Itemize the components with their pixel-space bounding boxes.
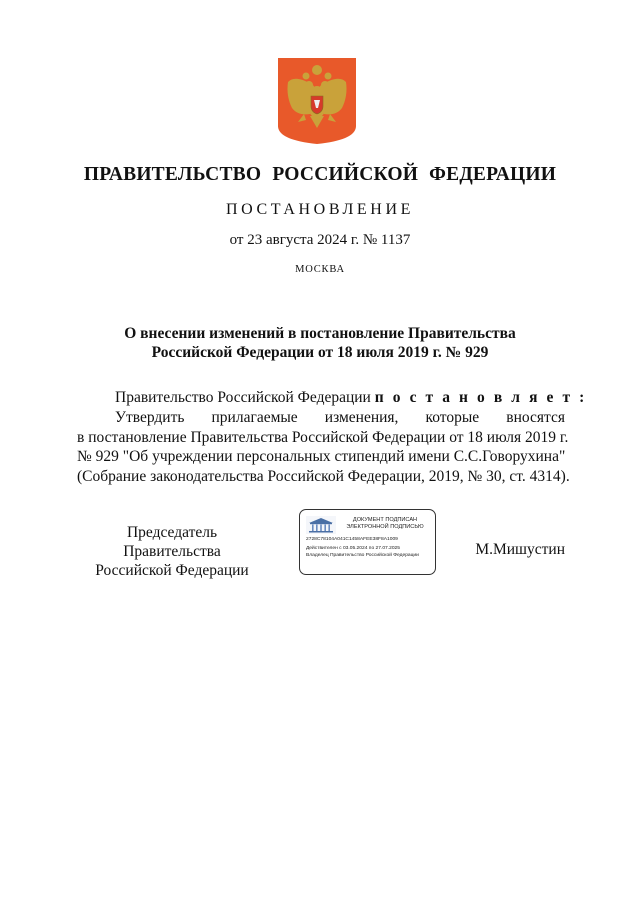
signer-name: М.Мишустин (475, 541, 565, 558)
document-date-number: от 23 августа 2024 г. № 1137 (229, 232, 411, 248)
decree-paragraph (77, 408, 570, 486)
document-type: ПОСТАНОВЛЕНИЕ (226, 201, 414, 218)
stamp-validity: Действителен с 03.05.2024 по 27.07.2025 (306, 546, 400, 551)
paragraph-line: (Собрание законодательства Российской Федерации, 2019, № 30, ст. 4314). (77, 467, 570, 485)
government-title: ПРАВИТЕЛЬСТВО РОССИЙСКОЙ ФЕДЕРАЦИИ (83, 164, 557, 185)
document-city: МОСКВА (295, 264, 345, 275)
paragraph-line: Утвердить прилагаемые изменения, которые вносятся (115, 409, 565, 426)
subject-line-2: Российской Федерации от 18 июля 2019 г. № 929 (151, 344, 489, 361)
signer-position-line-2: Российской Федерации (95, 562, 249, 579)
paragraph-line: в постановление Правительства Российской Федерации от 18 июля 2019 г. (77, 428, 569, 446)
electronic-signature-stamp (299, 509, 436, 575)
paragraph-line: № 929 "Об учреждении персональных стипендий имени С.С.Говорухина" (77, 448, 566, 465)
stamp-title-line-2: ЭЛЕКТРОННОЙ ПОДПИСЬЮ (346, 524, 424, 530)
subject-line-1: О внесении изменений в постановление Правительства (124, 325, 516, 342)
signer-position-line-1: Председатель Правительства (123, 524, 221, 560)
stamp-title (338, 517, 432, 531)
coat-of-arms-icon (276, 56, 358, 146)
stamp-title-line-1: ДОКУМЕНТ ПОДПИСАН (352, 517, 418, 523)
intro-text: Правительство Российской Федерации (115, 389, 375, 406)
signer-position (77, 523, 267, 580)
stamp-owner: Владелец Правительство Российской Федерации (306, 553, 419, 558)
stamp-certificate-serial: 2728C78104A041C1458AFEE38F8A1009 (306, 537, 398, 542)
intro-decree-word: п о с т а н о в л я е т : (374, 389, 587, 406)
government-building-icon (306, 516, 336, 534)
document-subject (0, 324, 640, 362)
decree-intro (77, 388, 587, 408)
